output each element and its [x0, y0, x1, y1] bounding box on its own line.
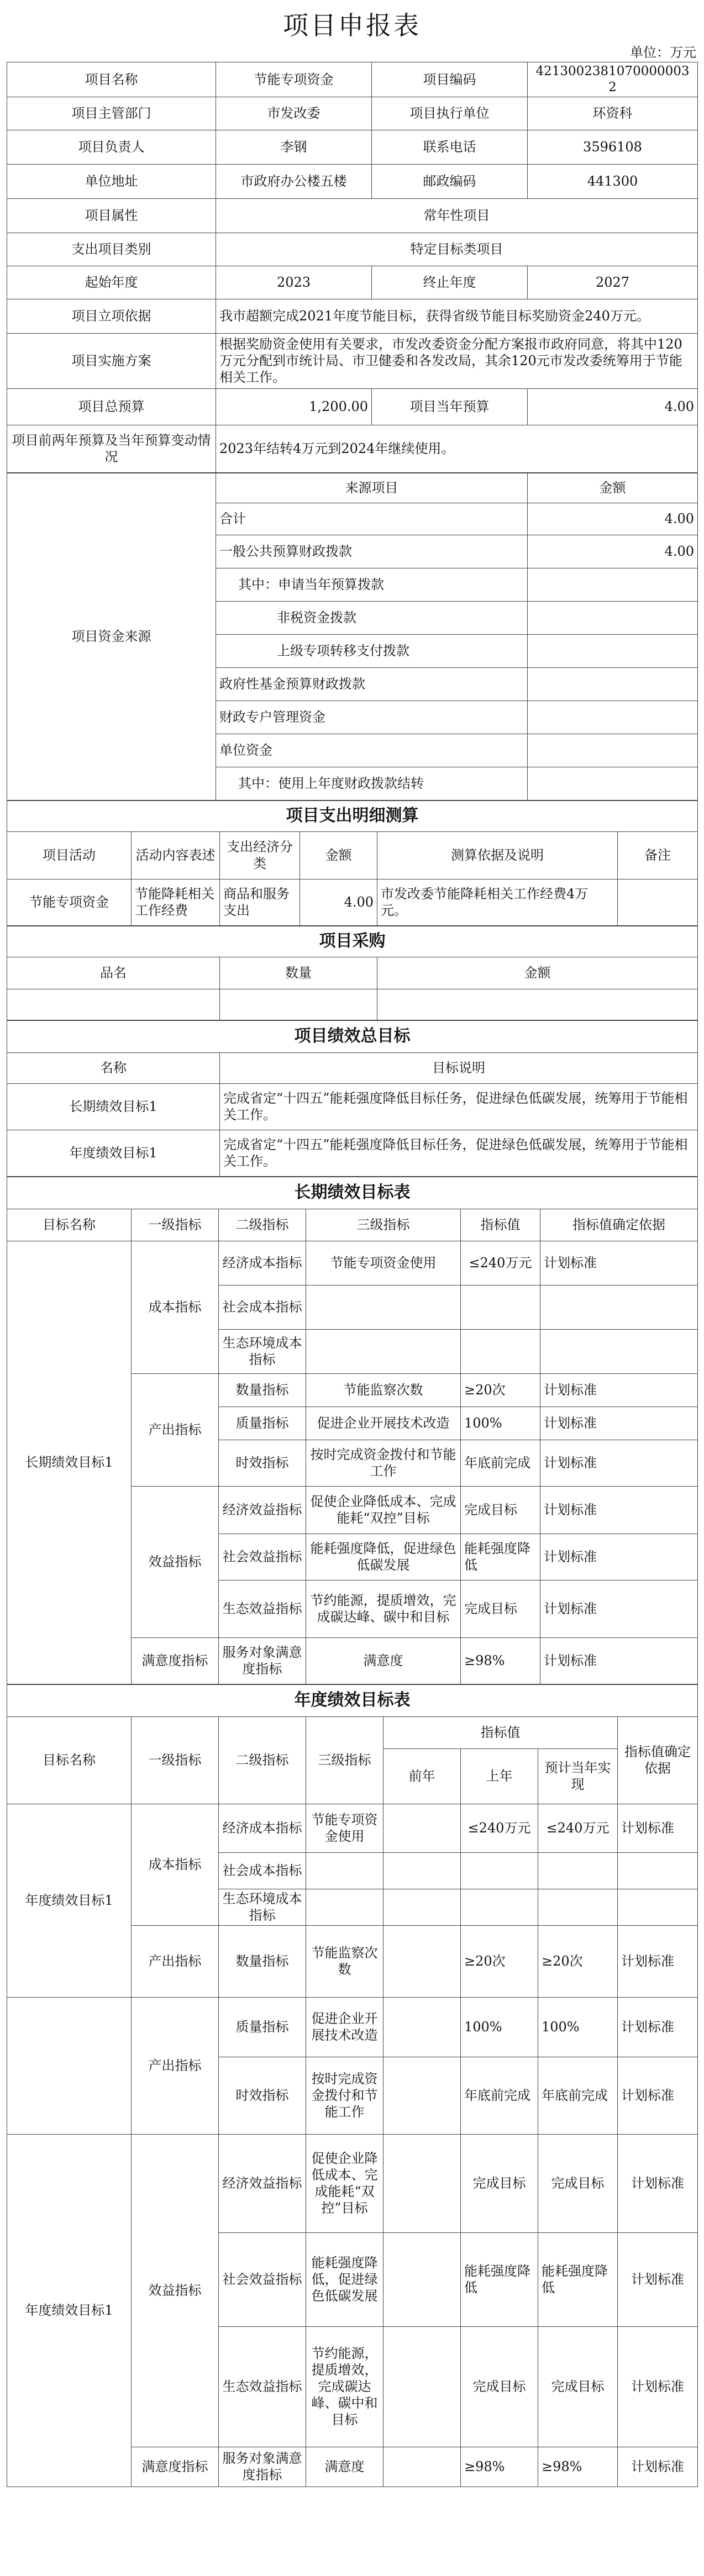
funds-row-name: 其中：申请当年预算拨款: [216, 568, 528, 601]
annual-current: 完成目标: [538, 2134, 618, 2232]
annual-header: 指标值: [383, 1716, 618, 1748]
funds-col-amount: 金额: [528, 473, 698, 503]
annual-prev1: 完成目标: [461, 2134, 538, 2232]
long-header: 二级指标: [219, 1209, 306, 1241]
year-budget: 4.00: [528, 388, 698, 425]
label-total: 项目总预算: [7, 388, 216, 425]
annual-prev1: 能耗强度降低: [461, 2232, 538, 2326]
detail-header: 活动内容表述: [132, 831, 220, 879]
long-l2: 时效指标: [219, 1440, 306, 1486]
leader: 李钢: [216, 130, 372, 164]
annual-current: 年底前完成: [538, 2057, 618, 2134]
exec: 环资科: [528, 97, 698, 130]
label-phone: 联系电话: [372, 130, 528, 164]
end-year: 2027: [528, 266, 698, 299]
annual-prev1: ≥98%: [461, 2447, 538, 2487]
long-value: 年底前完成: [461, 1440, 540, 1486]
long-l3: 节能专项资金使用: [306, 1241, 461, 1285]
annual-l1: 产出指标: [132, 1925, 219, 1997]
funds-row-name: 财政专户管理资金: [216, 700, 528, 734]
long-target: 长期绩效目标1: [7, 1241, 132, 1684]
annual-l2: 生态环境成本指标: [219, 1889, 306, 1925]
funds-row-name: 单位资金: [216, 734, 528, 767]
long-l3: [306, 1329, 461, 1373]
annual-l2: 生态效益指标: [219, 2326, 306, 2447]
label-zip: 邮政编码: [372, 164, 528, 198]
annual-basis: 计划标准: [618, 1997, 698, 2057]
long-table: [7, 1177, 698, 1684]
unit-label: 单位：万元: [630, 45, 696, 60]
annual-prev1: ≤240万元: [461, 1804, 538, 1852]
addr: 市政府办公楼五楼: [216, 164, 372, 198]
funds-row-name: 其中：使用上年度财政拨款结转: [216, 767, 528, 800]
label-project-name: 项目名称: [7, 62, 216, 97]
label-plan: 项目实施方案: [7, 333, 216, 388]
section-title-long: 长期绩效目标表: [7, 1177, 698, 1209]
annual-current: ≥20次: [538, 1925, 618, 1997]
annual-current: 100%: [538, 1997, 618, 2057]
long-value: [461, 1329, 540, 1373]
long-l2: 数量指标: [219, 1373, 306, 1406]
annual-current: ≥98%: [538, 2447, 618, 2487]
long-l2: 经济成本指标: [219, 1241, 306, 1285]
long-basis: 计划标准: [540, 1440, 698, 1486]
annual-l2: 质量指标: [219, 1997, 306, 2057]
annual-prev2: [383, 2057, 461, 2134]
annual-prev2: [383, 2326, 461, 2447]
annual-l1: 满意度指标: [132, 2447, 219, 2487]
section-title-detail: 项目支出明细测算: [7, 800, 698, 831]
funds-row-amount: [528, 601, 698, 634]
long-l3: 按时完成资金拨付和节能工作: [306, 1440, 461, 1486]
annual-l1: 效益指标: [132, 2134, 219, 2447]
label-attr: 项目属性: [7, 198, 216, 233]
purchase-header: 数量: [220, 957, 377, 989]
purchase-header: 品名: [7, 957, 220, 989]
annual-header: 指标值确定依据: [618, 1716, 698, 1804]
funds-row-amount: [528, 700, 698, 734]
detail-cell: [618, 879, 698, 925]
long-basis: 计划标准: [540, 1241, 698, 1285]
long-value: 完成目标: [461, 1486, 540, 1534]
annual-l2: 经济效益指标: [219, 2134, 306, 2232]
annual-prev1: [461, 1889, 538, 1925]
detail-cell: 节能专项资金: [7, 879, 132, 925]
long-header: 三级指标: [306, 1209, 461, 1241]
annual-prev2: [383, 1852, 461, 1889]
long-l2: 服务对象满意度指标: [219, 1637, 306, 1684]
detail-header: 金额: [300, 831, 377, 879]
long-value: ≥20次: [461, 1373, 540, 1406]
attr: 常年性项目: [216, 198, 698, 233]
long-header: 目标名称: [7, 1209, 132, 1241]
annual-basis: 计划标准: [618, 1804, 698, 1852]
annual-prev2: [383, 2232, 461, 2326]
funds-row-amount: [528, 568, 698, 601]
funds-row-name: 非税资金拨款: [216, 601, 528, 634]
purchase-header: 金额: [377, 957, 698, 989]
annual-current: 完成目标: [538, 2326, 618, 2447]
long-basis: 计划标准: [540, 1580, 698, 1637]
annual-basis: [618, 1852, 698, 1889]
annual-l3: 节能监察次数: [306, 1925, 383, 1997]
annual-l2: 服务对象满意度指标: [219, 2447, 306, 2487]
detail-header: 备注: [618, 831, 698, 879]
long-basis: 计划标准: [540, 1373, 698, 1406]
label-change: 项目前两年预算及当年预算变动情况: [7, 425, 216, 472]
long-l3: 能耗强度降低，促进绿色低碳发展: [306, 1534, 461, 1580]
annual-l3: 节能专项资金使用: [306, 1804, 383, 1852]
long-value: 100%: [461, 1406, 540, 1440]
annual-basis: 计划标准: [618, 2057, 698, 2134]
funds-row-name: 上级专项转移支付拨款: [216, 634, 528, 667]
long-l2: 生态效益指标: [219, 1580, 306, 1637]
annual-l2: 数量指标: [219, 1925, 306, 1997]
dept: 市发改委: [216, 97, 372, 130]
funds-table: [7, 473, 698, 800]
annual-prev1: 年底前完成: [461, 2057, 538, 2134]
annual-prev2: [383, 1997, 461, 2057]
detail-header: 支出经济分类: [220, 831, 300, 879]
funds-row-name: 政府性基金预算财政拨款: [216, 667, 528, 700]
annual-basis: 计划标准: [618, 2232, 698, 2326]
label-dept: 项目主管部门: [7, 97, 216, 130]
info-table: [7, 62, 698, 473]
annual-prev1: [461, 1852, 538, 1889]
long-l1: 效益指标: [132, 1486, 219, 1637]
annual-prev2: [383, 2134, 461, 2232]
funds-row-amount: 4.00: [528, 503, 698, 535]
long-l1: 满意度指标: [132, 1637, 219, 1684]
basis: 我市超额完成2021年度节能目标，获得省级节能目标奖励资金240万元。: [216, 299, 698, 333]
label-funds: 项目资金来源: [7, 473, 216, 800]
annual-current: ≤240万元: [538, 1804, 618, 1852]
long-header: 一级指标: [132, 1209, 219, 1241]
label-addr: 单位地址: [7, 164, 216, 198]
long-l3: 促使企业降低成本、完成能耗“双控”目标: [306, 1486, 461, 1534]
long-l2: 经济效益指标: [219, 1486, 306, 1534]
annual-prev2: [383, 1925, 461, 1997]
annual-header: 目标名称: [7, 1716, 132, 1804]
label-end: 终止年度: [372, 266, 528, 299]
annual-target: 年度绩效目标1: [7, 1804, 132, 1997]
funds-row-name: 一般公共预算财政拨款: [216, 535, 528, 568]
annual-header: 三级指标: [306, 1716, 383, 1804]
annual-l3: [306, 1889, 383, 1925]
long-basis: [540, 1329, 698, 1373]
long-l3: 促进企业开展技术改造: [306, 1406, 461, 1440]
annual-prev1: 100%: [461, 1997, 538, 2057]
section-title-purchase: 项目采购: [7, 926, 698, 957]
annual-header: 一级指标: [132, 1716, 219, 1804]
perf-table: [7, 1020, 698, 1177]
annual-l3: 满意度: [306, 2447, 383, 2487]
long-basis: 计划标准: [540, 1534, 698, 1580]
perf-name: 年度绩效目标1: [7, 1130, 220, 1176]
purchase-cell: [220, 989, 377, 1020]
project-name: 节能专项资金: [216, 62, 372, 97]
annual-l3: 节约能源，提质增效，完成碳达峰、碳中和目标: [306, 2326, 383, 2447]
perf-name: 长期绩效目标1: [7, 1083, 220, 1130]
long-value: ≤240万元: [461, 1241, 540, 1285]
cat: 特定目标类项目: [216, 233, 698, 266]
annual-l3: 促使企业降低成本、完成能耗“双控”目标: [306, 2134, 383, 2232]
annual-prev2: [383, 1804, 461, 1852]
long-l3: [306, 1285, 461, 1329]
annual-basis: 计划标准: [618, 2134, 698, 2232]
annual-l1: 成本指标: [132, 1804, 219, 1925]
long-l2: 质量指标: [219, 1406, 306, 1440]
long-l3: 节能监察次数: [306, 1373, 461, 1406]
detail-header: 测算依据及说明: [377, 831, 618, 879]
section-title-annual: 年度绩效目标表: [7, 1684, 698, 1716]
annual-l2: 经济成本指标: [219, 1804, 306, 1852]
label-basis: 项目立项依据: [7, 299, 216, 333]
annual-l3: 按时完成资金拨付和节能工作: [306, 2057, 383, 2134]
annual-l1: 产出指标: [132, 1997, 219, 2134]
detail-header: 项目活动: [7, 831, 132, 879]
long-l2: 社会效益指标: [219, 1534, 306, 1580]
purchase-table: [7, 926, 698, 1020]
annual-l3: [306, 1852, 383, 1889]
page-title: 项目申报表: [283, 10, 421, 40]
project-code: 4213002381070000003 2: [528, 62, 698, 97]
funds-row-name: 合计: [216, 503, 528, 535]
detail-table: [7, 800, 698, 926]
annual-current: [538, 1852, 618, 1889]
change: 2023年结转4万元到2024年继续使用。: [216, 425, 698, 472]
perf-desc: 完成省定“十四五”能耗强度降低目标任务，促进绿色低碳发展，统筹用于节能相关工作。: [220, 1083, 698, 1130]
purchase-cell: [7, 989, 220, 1020]
long-basis: 计划标准: [540, 1486, 698, 1534]
annual-basis: 计划标准: [618, 2326, 698, 2447]
annual-prev2: [383, 1889, 461, 1925]
funds-row-amount: [528, 767, 698, 800]
funds-row-amount: [528, 734, 698, 767]
funds-row-amount: 4.00: [528, 535, 698, 568]
detail-cell: 市发改委节能降耗相关工作经费4万元。: [377, 879, 618, 925]
annual-prev1: 完成目标: [461, 2326, 538, 2447]
annual-l2: 时效指标: [219, 2057, 306, 2134]
annual-table: [7, 1684, 698, 2487]
long-l3: 满意度: [306, 1637, 461, 1684]
long-basis: 计划标准: [540, 1637, 698, 1684]
detail-cell: 4.00: [300, 879, 377, 925]
long-value: 能耗强度降低: [461, 1534, 540, 1580]
annual-subheader: 前年: [383, 1748, 461, 1804]
long-header: 指标值: [461, 1209, 540, 1241]
long-l1: 产出指标: [132, 1373, 219, 1486]
funds-col-source: 来源项目: [216, 473, 528, 503]
label-exec: 项目执行单位: [372, 97, 528, 130]
perf-header: 目标说明: [220, 1052, 698, 1083]
label-start: 起始年度: [7, 266, 216, 299]
zip: 441300: [528, 164, 698, 198]
long-basis: [540, 1285, 698, 1329]
annual-l2: 社会成本指标: [219, 1852, 306, 1889]
annual-prev1: ≥20次: [461, 1925, 538, 1997]
detail-cell: 节能降耗相关工作经费: [132, 879, 220, 925]
detail-cell: 商品和服务支出: [220, 879, 300, 925]
total-budget: 1,200.00: [216, 388, 372, 425]
annual-l2: 社会效益指标: [219, 2232, 306, 2326]
annual-current: 能耗强度降低: [538, 2232, 618, 2326]
annual-basis: 计划标准: [618, 2447, 698, 2487]
start-year: 2023: [216, 266, 372, 299]
plan: 根据奖励资金使用有关要求，市发改委资金分配方案报市政府同意，将其中120万元分配到市统计局、市卫健委和各发改局，其余120元市发改委统筹用于节能相关工作。: [216, 333, 698, 388]
funds-row-amount: [528, 667, 698, 700]
long-l3: 节约能源，提质增效，完成碳达峰、碳中和目标: [306, 1580, 461, 1637]
purchase-cell: [377, 989, 698, 1020]
long-l1: 成本指标: [132, 1241, 219, 1373]
section-title-perf: 项目绩效总目标: [7, 1020, 698, 1052]
annual-subheader: 上年: [461, 1748, 538, 1804]
long-header: 指标值确定依据: [540, 1209, 698, 1241]
perf-desc: 完成省定“十四五”能耗强度降低目标任务，促进绿色低碳发展，统筹用于节能相关工作。: [220, 1130, 698, 1176]
long-l2: 社会成本指标: [219, 1285, 306, 1329]
annual-l3: 能耗强度降低，促进绿色低碳发展: [306, 2232, 383, 2326]
long-basis: 计划标准: [540, 1406, 698, 1440]
long-value: 完成目标: [461, 1580, 540, 1637]
long-l2: 生态环境成本指标: [219, 1329, 306, 1373]
funds-row-amount: [528, 634, 698, 667]
perf-header: 名称: [7, 1052, 220, 1083]
long-value: ≥98%: [461, 1637, 540, 1684]
annual-current: [538, 1889, 618, 1925]
label-leader: 项目负责人: [7, 130, 216, 164]
label-year-budget: 项目当年预算: [372, 388, 528, 425]
annual-l3: 促进企业开展技术改造: [306, 1997, 383, 2057]
phone: 3596108: [528, 130, 698, 164]
annual-target: 年度绩效目标1: [7, 2134, 132, 2487]
label-cat: 支出项目类别: [7, 233, 216, 266]
long-value: [461, 1285, 540, 1329]
annual-prev2: [383, 2447, 461, 2487]
label-project-code: 项目编码: [372, 62, 528, 97]
annual-target-blank: [7, 1997, 132, 2134]
annual-subheader: 预计当年实现: [538, 1748, 618, 1804]
annual-basis: 计划标准: [618, 1925, 698, 1997]
annual-header: 二级指标: [219, 1716, 306, 1804]
annual-basis: [618, 1889, 698, 1925]
